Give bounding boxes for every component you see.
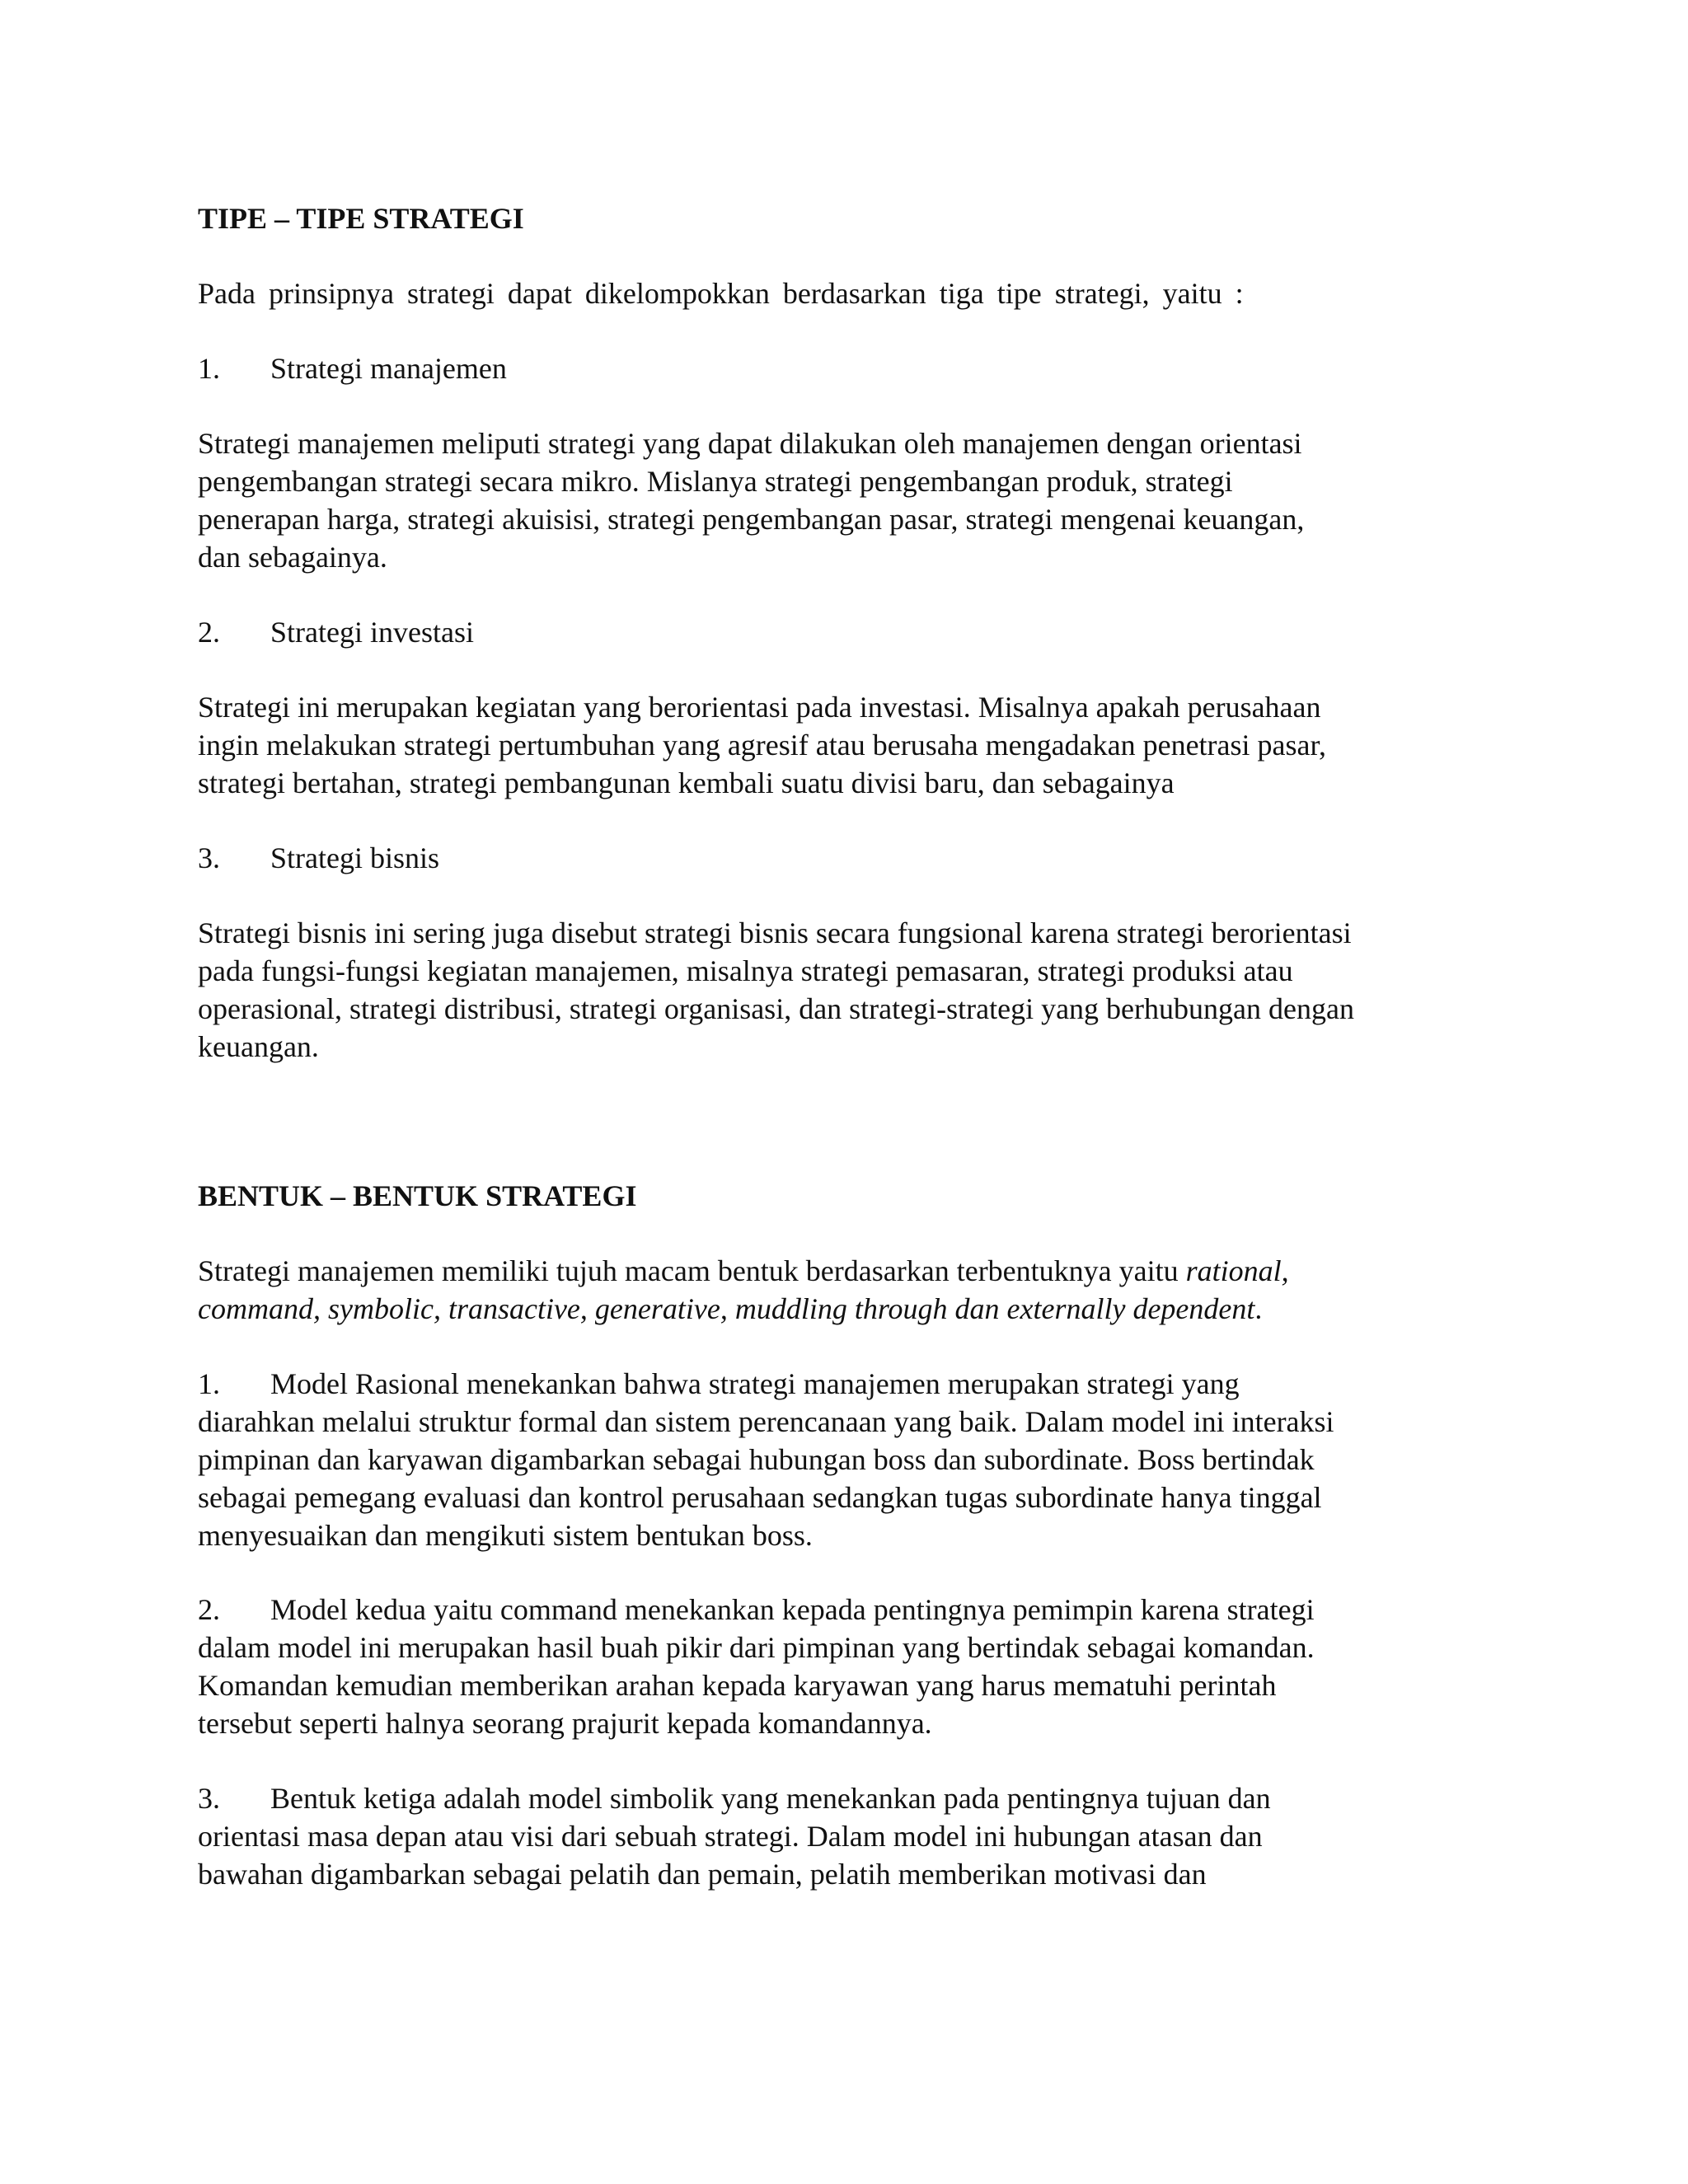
list-item-label: Strategi manajemen (270, 352, 507, 385)
intro-period: . (1254, 1292, 1263, 1325)
numbered-paragraph (198, 1365, 1517, 1554)
section-heading-bentuk-strategi: BENTUK – BENTUK STRATEGI (198, 1179, 637, 1212)
section-heading-tipe-strategi: TIPE – TIPE STRATEGI (198, 202, 524, 235)
paragraph-line: menyesuaikan dan mengikuti sistem bentukan boss. (198, 1519, 813, 1552)
paragraph-line: tersebut seperti halnya seorang prajurit kepada komandannya. (198, 1707, 932, 1740)
list-number: 1. (198, 1367, 220, 1400)
paragraph-line: operasional, strategi distribusi, strategi organisasi, dan strategi-strategi yang berhubungan dengan (198, 992, 1354, 1025)
paragraph-line: keuangan. (198, 1030, 319, 1063)
list-item-title (198, 349, 507, 387)
paragraph-first-line: Model Rasional menekankan bahwa strategi manajemen merupakan strategi yang (270, 1367, 1240, 1400)
paragraph-line: orientasi masa depan atau visi dari sebuah strategi. Dalam model ini hubungan atasan dan (198, 1820, 1263, 1853)
numbered-paragraph (198, 1779, 1517, 1893)
list-item-label: Strategi bisnis (270, 841, 439, 874)
paragraph-line: ingin melakukan strategi pertumbuhan yang agresif atau berusaha mengadakan penetrasi pasar, (198, 729, 1327, 762)
list-number: 3. (198, 1782, 220, 1815)
paragraph-line: dan sebagainya. (198, 541, 387, 574)
paragraph-line (198, 1779, 1517, 1817)
numbered-paragraph (198, 1591, 1517, 1742)
paragraph-first-line: Bentuk ketiga adalah model simbolik yang menekankan pada pentingnya tujuan dan (270, 1782, 1271, 1815)
paragraph-line: bawahan digambarkan sebagai pelatih dan pemain, pelatih memberikan motivasi dan (198, 1858, 1207, 1891)
paragraph-line (198, 1365, 1517, 1403)
intro-italic-text: command, symbolic, transactive, generative, muddling through dan externally dependent (198, 1292, 1255, 1325)
paragraph-line (198, 1591, 1517, 1629)
paragraph-line (198, 1252, 1517, 1290)
section-intro (198, 1252, 1517, 1328)
paragraph-line: pengembangan strategi secara mikro. Mislanya strategi pengembangan produk, strategi (198, 465, 1233, 498)
paragraph-line: sebagai pemegang evaluasi dan kontrol perusahaan sedangkan tugas subordinate hanya tinggal (198, 1481, 1322, 1514)
list-item-title (198, 839, 439, 877)
paragraph-line: pimpinan dan karyawan digambarkan sebagai hubungan boss dan subordinate. Boss bertindak (198, 1443, 1315, 1476)
paragraph (198, 914, 1517, 1066)
intro-italic-text: rational, (1185, 1254, 1289, 1287)
paragraph-line: pada fungsi-fungsi kegiatan manajemen, misalnya strategi pemasaran, strategi produksi atau (198, 954, 1293, 987)
list-number: 2. (198, 1593, 220, 1626)
list-item-label: Strategi investasi (270, 616, 474, 649)
paragraph-line: strategi bertahan, strategi pembangunan kembali suatu divisi baru, dan sebagainya (198, 766, 1175, 799)
list-number: 3. (198, 841, 220, 874)
list-number: 2. (198, 616, 220, 649)
intro-text: Strategi manajemen memiliki tujuh macam bentuk berdasarkan terbentuknya yaitu (198, 1254, 1186, 1287)
paragraph-line: Strategi bisnis ini sering juga disebut strategi bisnis secara fungsional karena strategi berorientasi (198, 916, 1352, 949)
section-intro: Pada prinsipnya strategi dapat dikelompokkan berdasarkan tiga tipe strategi, yaitu : (198, 277, 1244, 310)
paragraph-line: dalam model ini merupakan hasil buah pikir dari pimpinan yang bertindak sebagai komandan. (198, 1631, 1315, 1664)
paragraph-line: diarahkan melalui struktur formal dan sistem perencanaan yang baik. Dalam model ini interaksi (198, 1405, 1334, 1438)
paragraph-line: Strategi manajemen meliputi strategi yang dapat dilakukan oleh manajemen dengan orientasi (198, 427, 1302, 460)
paragraph-line: Strategi ini merupakan kegiatan yang berorientasi pada investasi. Misalnya apakah perusahaan (198, 691, 1321, 724)
paragraph (198, 688, 1517, 802)
paragraph-line: penerapan harga, strategi akuisisi, strategi pengembangan pasar, strategi mengenai keuangan, (198, 503, 1305, 536)
paragraph-first-line: Model kedua yaitu command menekankan kepada pentingnya pemimpin karena strategi (270, 1593, 1315, 1626)
paragraph-line (198, 1290, 1517, 1328)
list-item-title (198, 613, 474, 651)
paragraph-line: Komandan kemudian memberikan arahan kepada karyawan yang harus mematuhi perintah (198, 1669, 1277, 1702)
paragraph (198, 424, 1517, 576)
list-number: 1. (198, 352, 220, 385)
